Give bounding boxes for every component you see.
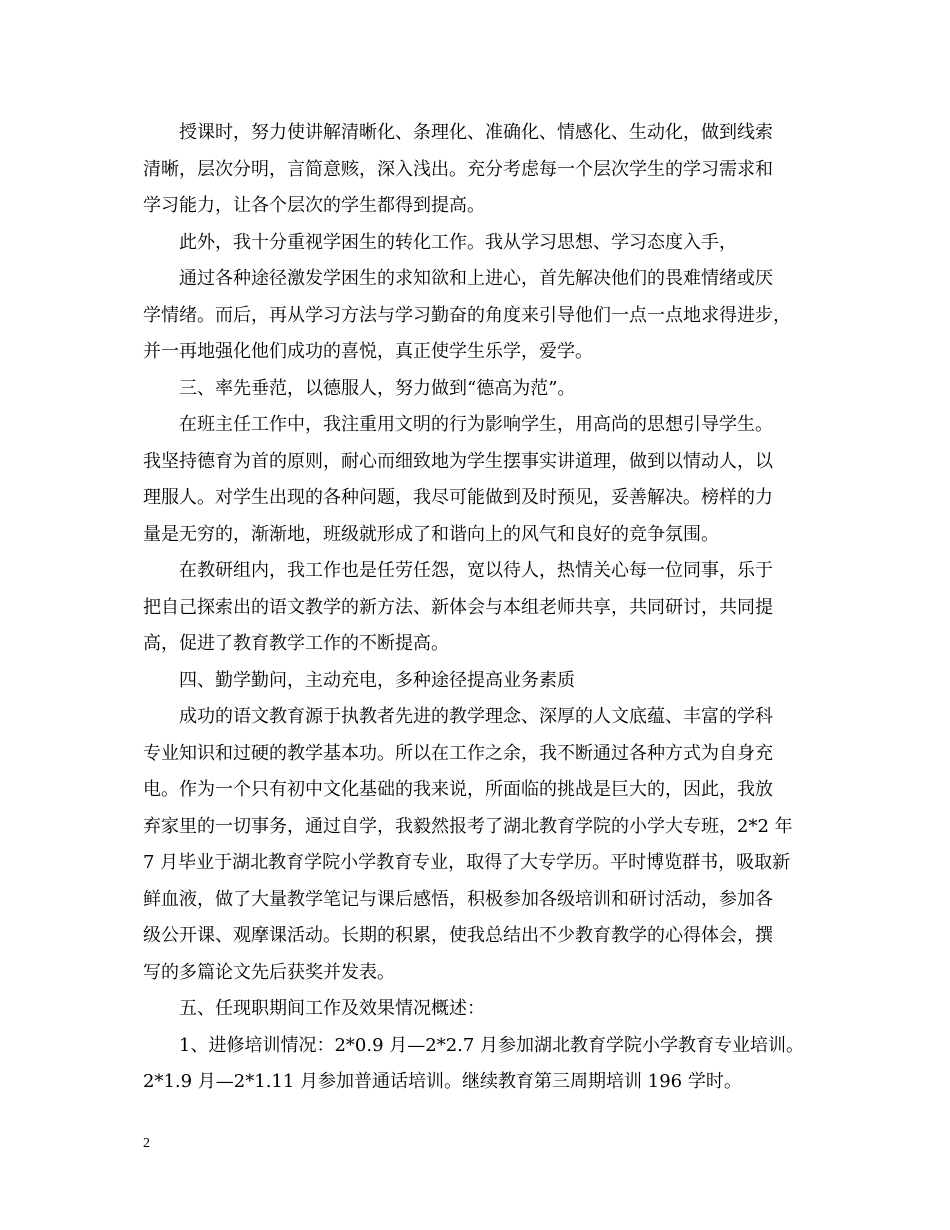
text-line: 鲜血液，做了大量教学笔记与课后感悟，积极参加各级培训和研讨活动，参加各: [143, 888, 773, 910]
text-line: 级公开课、观摩课活动。长期的积累，使我总结出不少教育教学的心得体会，撰: [143, 925, 773, 946]
text-line: 学习能力，让各个层次的学生都得到提高。: [143, 195, 485, 216]
section-heading: 五、任现职期间工作及效果情况概述：: [179, 998, 485, 1019]
text-line: 高，促进了教育教学工作的不断提高。: [143, 633, 449, 654]
text-line: 电。作为一个只有初中文化基础的我来说，所面临的挑战是巨大的，因此，我放: [143, 779, 773, 800]
text-line: 成功的语文教育源于执教者先进的教学理念、深厚的人文底蕴、丰富的学科: [179, 706, 773, 727]
text-line: 授课时，努力使讲解清晰化、条理化、准确化、情感化、生动化，做到线索: [179, 122, 773, 143]
text-line: 我坚持德育为首的原则，耐心而细致地为学生摆事实讲道理，做到以情动人，以: [143, 450, 773, 472]
text-line: 7 月毕业于湖北教育学院小学教育专业，取得了大专学历。平时博览群书，吸取新: [143, 852, 791, 873]
text-line: 2*1.9 月—2*1.11 月参加普通话培训。继续教育第三周期培训 196 学时。: [143, 1071, 742, 1092]
section-heading: 三、率先垂范，以德服人，努力做到“德高为范”。: [179, 377, 576, 399]
text-line: 写的多篇论文先后获奖并发表。: [143, 961, 395, 983]
text-line: 通过各种途径激发学困生的求知欲和上进心，首先解决他们的畏难情绪或厌: [179, 268, 773, 289]
text-line: 清晰，层次分明，言简意赅，深入浅出。充分考虑每一个层次学生的学习需求和: [143, 158, 773, 180]
text-line: 此外，我十分重视学困生的转化工作。我从学习思想、学习态度入手，: [179, 231, 737, 253]
text-line: 1、进修培训情况：2*0.9 月—2*2.7 月参加湖北教育学院小学教育专业培训。: [179, 1034, 805, 1056]
text-line: 并一再地强化他们成功的喜悦，真正使学生乐学，爱学。: [143, 341, 593, 362]
text-line: 理服人。对学生出现的各种问题，我尽可能做到及时预见，妥善解决。榜样的力: [143, 487, 773, 508]
text-line: 在教研组内，我工作也是任劳任怨，宽以待人，热情关心每一位同事，乐于: [179, 560, 773, 581]
text-line: 在班主任工作中，我注重用文明的行为影响学生，用高尚的思想引导学生。: [179, 414, 773, 435]
page-number: 2: [143, 1136, 150, 1151]
section-heading: 四、勤学勤问，主动充电，多种途径提高业务素质: [179, 669, 575, 691]
text-line: 弃家里的一切事务，通过自学，我毅然报考了湖北教育学院的小学大专班，2*2 年: [143, 815, 793, 837]
document-body: [143, 115, 813, 1101]
text-line: 学情绪。而后，再从学习方法与学习勤奋的角度来引导他们一点一点地求得进步，: [143, 304, 791, 326]
text-line: 量是无穷的，渐渐地，班级就形成了和谐向上的风气和良好的竞争氛围。: [143, 523, 719, 545]
text-line: 把自己探索出的语文教学的新方法、新体会与本组老师共享，共同研讨，共同提: [143, 596, 773, 618]
text-line: 专业知识和过硬的教学基本功。所以在工作之余，我不断通过各种方式为自身充: [143, 742, 773, 764]
